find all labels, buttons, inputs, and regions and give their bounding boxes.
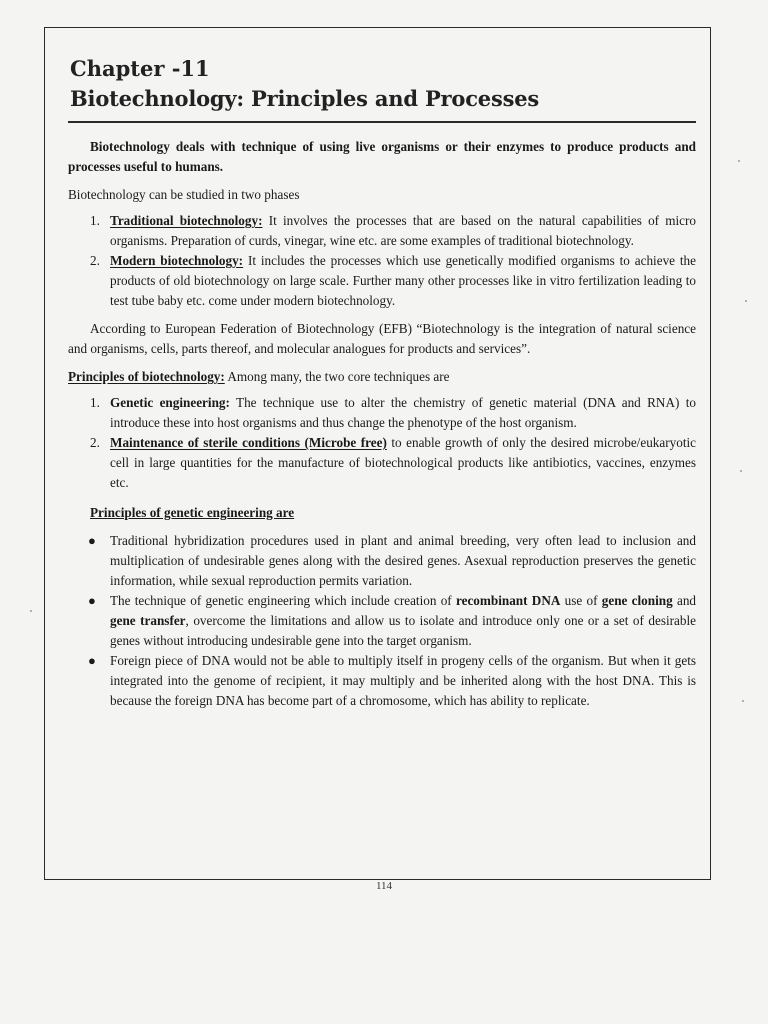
list-item [68, 651, 696, 711]
chapter-title: Biotechnology: Principles and Processes [70, 86, 539, 111]
list-item [68, 251, 696, 311]
term-description: to enable growth of only the desired microbe/eukaryotic cell in large quantities for the manufacture of biotechnological products like antibiotics, vaccines, enzymes etc. [110, 435, 696, 490]
intro-paragraph: Biotechnology deals with technique of using live organisms or their enzymes to produce products and processes useful to humans. [68, 139, 696, 174]
list-item [68, 433, 696, 493]
bullet-text: use of [560, 593, 602, 608]
term-description: It involves the processes that are based on the natural capabilities of micro organisms. Preparation of curds, vinegar, wine etc. are some examples of traditional biotechnology. [110, 213, 697, 248]
term-description: It includes the processes which use genetically modified organisms to achieve the products of old biotechnology on large scale. Further many other processes like in vitro fertilization leading to test tube baby etc. come under modern biotechnology. [110, 253, 696, 308]
chapter-label: Chapter -11 [70, 56, 210, 81]
list-item [68, 393, 696, 433]
principles-list [68, 393, 696, 493]
list-item [68, 531, 696, 591]
principles-heading: Principles of biotechnology: [68, 369, 225, 384]
bold-term: gene transfer [110, 613, 186, 628]
term: Traditional biotechnology: [110, 213, 263, 228]
bullet-icon: ● [88, 533, 96, 548]
list-item [68, 591, 696, 651]
scan-speck [30, 610, 32, 612]
bullet-text: Traditional hybridization procedures used in plant and animal breeding, very often lead to inclusion and multiplication of undesirable genes along with the desired genes. Asexual reproduction preserves the genetic information, while sexual reproduction permits variation. [110, 533, 696, 588]
scan-speck [742, 700, 744, 702]
term: Modern biotechnology: [110, 253, 244, 268]
phases-intro: Biotechnology can be studied in two phases [68, 187, 300, 202]
heading-rule [68, 121, 696, 123]
genetic-engineering-list [68, 531, 696, 711]
principles-intro [68, 367, 696, 387]
scan-speck [738, 160, 740, 162]
principles-intro-text: Among many, the two core techniques are [224, 369, 450, 384]
term: Maintenance of sterile conditions (Microbe free) [110, 435, 387, 450]
bullet-text: and [672, 593, 697, 608]
list-number: 1. [90, 395, 100, 410]
list-number: 2. [90, 435, 100, 450]
bullet-text: , overcome the limitations and allow us to isolate and introduce only one or a set of desirable genes without introducing undesirable gene into the target organism. [110, 613, 696, 648]
phases-list [68, 211, 696, 311]
list-number: 1. [90, 213, 100, 228]
term: Genetic engineering: [110, 395, 230, 410]
page-number: 114 [375, 880, 393, 892]
list-number: 2. [90, 253, 100, 268]
efb-definition: According to European Federation of Biotechnology (EFB) “Biotechnology is the integration of natural science and organisms, cells, parts thereof, and molecular analogues for products and services”. [68, 321, 696, 356]
chapter-heading [70, 54, 539, 114]
bullet-text: The technique of genetic engineering which include creation of [110, 593, 456, 608]
scan-speck [745, 300, 747, 302]
bullet-icon: ● [88, 653, 96, 668]
term-description: The technique use to alter the chemistry of genetic material (DNA and RNA) to introduce these into host organisms and thus change the phenotype of the host organism. [110, 395, 696, 430]
list-item [68, 211, 696, 251]
bullet-icon: ● [88, 593, 96, 608]
scan-speck [740, 470, 742, 472]
bold-term: gene cloning [601, 593, 673, 608]
bold-term: recombinant DNA [455, 593, 561, 608]
bullet-text: Foreign piece of DNA would not be able to multiply itself in progeny cells of the organism. But when it gets integrated into the genome of recipient, it may multiply and be inherited along with the host DNA. This is because the foreign DNA has become part of a chromosome, which has ability to replicate. [110, 653, 696, 708]
genetic-engineering-heading: Principles of genetic engineering are [90, 505, 295, 520]
page-content [68, 137, 696, 711]
